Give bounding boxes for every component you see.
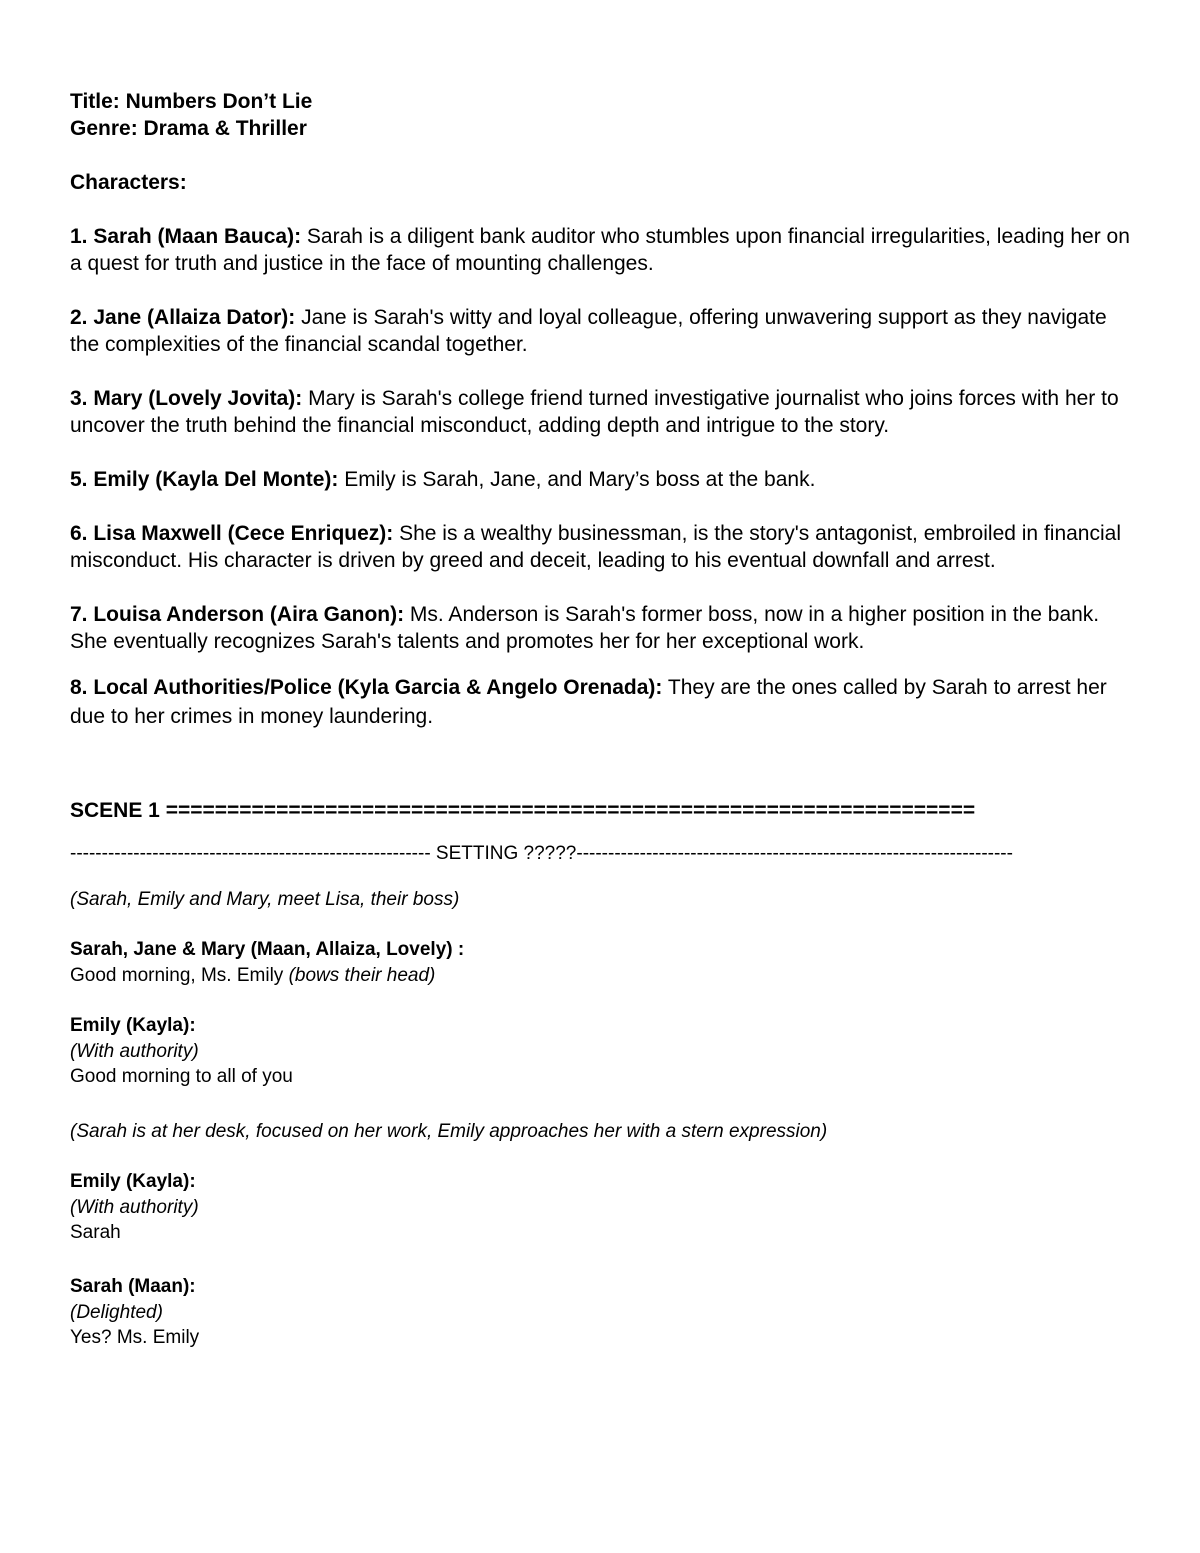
speaker-name: Sarah, Jane & Mary (Maan, Allaiza, Lovely) : bbox=[70, 939, 465, 960]
stage-direction: (Sarah is at her desk, focused on her work, Emily approaches her with a stern expression) bbox=[70, 1121, 828, 1142]
parenthetical: (Delighted) bbox=[70, 1302, 163, 1323]
dialogue-block bbox=[70, 1273, 1135, 1350]
dialogue-line: Good morning to all of you bbox=[70, 1066, 293, 1087]
character-entry-emily: 5. Emily (Kayla Del Monte): Emily is Sarah, Jane, and Mary’s boss at the bank. bbox=[70, 468, 816, 491]
character-entry-sarah: 1. Sarah (Maan Bauca): Sarah is a diligent bank auditor who stumbles upon financial irregularities, leading her on a quest for truth and justice in the face of mounting challenges. bbox=[70, 225, 1130, 275]
script-title: Title: Numbers Don’t Lie bbox=[70, 90, 313, 113]
character-entry-lisa: 6. Lisa Maxwell (Cece Enriquez): She is a wealthy businessman, is the story's antagonist, embroiled in financial misconduct. His character is driven by greed and deceit, leading to his eventual downfall and arrest. bbox=[70, 522, 1121, 572]
dialogue-block bbox=[70, 936, 1135, 988]
parenthetical: (With authority) bbox=[70, 1197, 199, 1218]
document-body bbox=[70, 88, 1135, 1350]
speaker-name: Sarah (Maan): bbox=[70, 1276, 196, 1297]
speaker-name: Emily (Kayla): bbox=[70, 1171, 196, 1192]
dialogue-line: Yes? Ms. Emily bbox=[70, 1327, 200, 1348]
parenthetical: (With authority) bbox=[70, 1041, 199, 1062]
character-entry-louisa: 7. Louisa Anderson (Aira Ganon): Ms. Anderson is Sarah's former boss, now in a higher position in the bank. She eventually recognizes Sarah's talents and promotes her for her exceptional work. bbox=[70, 603, 1100, 653]
speaker-name: Emily (Kayla): bbox=[70, 1015, 196, 1036]
scene-setting: --------------------------------------------------------- SETTING ?????--------------------------------------------------------------------- bbox=[70, 843, 1013, 864]
scene-heading: SCENE 1 ================================================================== bbox=[70, 799, 976, 822]
dialogue-block bbox=[70, 1168, 1135, 1245]
character-entry-jane: 2. Jane (Allaiza Dator): Jane is Sarah's witty and loyal colleague, offering unwavering support as they navigate the complexities of the financial scandal together. bbox=[70, 306, 1107, 356]
character-entry-mary: 3. Mary (Lovely Jovita): Mary is Sarah's college friend turned investigative journalist who joins forces with her to uncover the truth behind the financial misconduct, adding depth and intrigue to the story. bbox=[70, 387, 1119, 437]
dialogue-block bbox=[70, 1012, 1135, 1089]
characters-heading: Characters: bbox=[70, 171, 187, 194]
stage-direction: (Sarah, Emily and Mary, meet Lisa, their boss) bbox=[70, 889, 460, 910]
dialogue-line: Good morning, Ms. Emily (bows their head) bbox=[70, 965, 436, 986]
character-entry-police: 8. Local Authorities/Police (Kyla Garcia & Angelo Orenada): They are the ones called by Sarah to arrest her due to her crimes in money laundering. bbox=[70, 676, 1107, 728]
script-genre: Genre: Drama & Thriller bbox=[70, 117, 307, 140]
dialogue-line: Sarah bbox=[70, 1222, 121, 1243]
